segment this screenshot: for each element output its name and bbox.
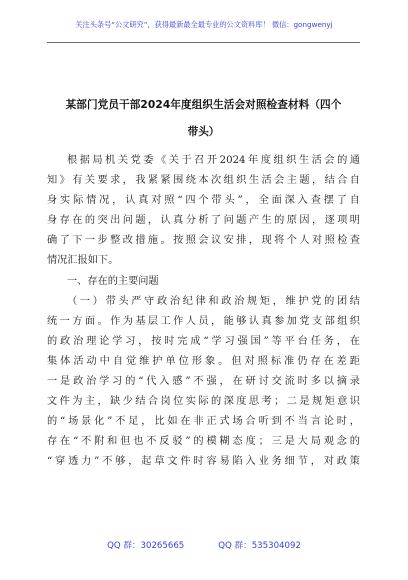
body-line: 确了下一步整改措施。按照会议安排，现将个人对照检查: [47, 235, 360, 246]
footer-qq-groups: [0, 539, 408, 551]
body-line: 一是政治学习的“代入感”不强，在研讨交流时多以摘录: [47, 376, 360, 387]
qq-group-2: QQ 群：535304092: [218, 541, 301, 551]
top-banner: 关注头条号“公文研究”，获得最新最全最专业的公文资料库！ 微信：gongwenyj: [75, 20, 333, 29]
body-line: 的“场景化”不足，比如在非正式场合听到不当言论时，: [47, 416, 360, 427]
document-title-line-1: 某部门党员干部2024年度组织生活会对照检查材料（四个: [65, 99, 342, 111]
body-line: 身存在的突出问题，认真分析了问题产生的原因，逐项明: [47, 215, 360, 226]
body-line: 根据局机关党委《关于召开2024年度组织生活会的通: [67, 155, 360, 166]
section-heading: 一、存在的主要问题: [67, 276, 159, 287]
body-line: 集体活动中自觉维护单位形象。但对照标准仍存在差距: [47, 356, 360, 367]
banner-divider: [47, 42, 360, 43]
body-line: 存在“不附和但也不反驳”的模糊态度；三是大局观念的: [47, 436, 360, 447]
body-line: “穿透力”不够，起草文件时容易陷入业务细节，对政策: [47, 456, 360, 467]
body-line: 文件为主，缺少结合岗位实际的深度思考；二是规矩意识: [47, 396, 360, 407]
body-line: 身实际情况，认真对照“四个带头”，全面深入查摆了自: [47, 195, 360, 206]
body-line: 的政治理论学习，按时完成“学习强国”等平台任务，在: [47, 336, 360, 347]
body-line: （一）带头严守政治纪律和政治规矩，维护党的团结: [67, 296, 360, 307]
body-line: 统一方面。作为基层工作人员，能够认真参加党支部组织: [47, 316, 360, 327]
body-line: 情况汇报如下。: [47, 255, 119, 266]
body-line: 知》有关要求，我紧紧围绕本次组织生活会主题，结合自: [47, 175, 360, 186]
document-title-line-2: 带头）: [187, 126, 220, 138]
qq-group-1: QQ 群：30265665: [107, 541, 185, 551]
